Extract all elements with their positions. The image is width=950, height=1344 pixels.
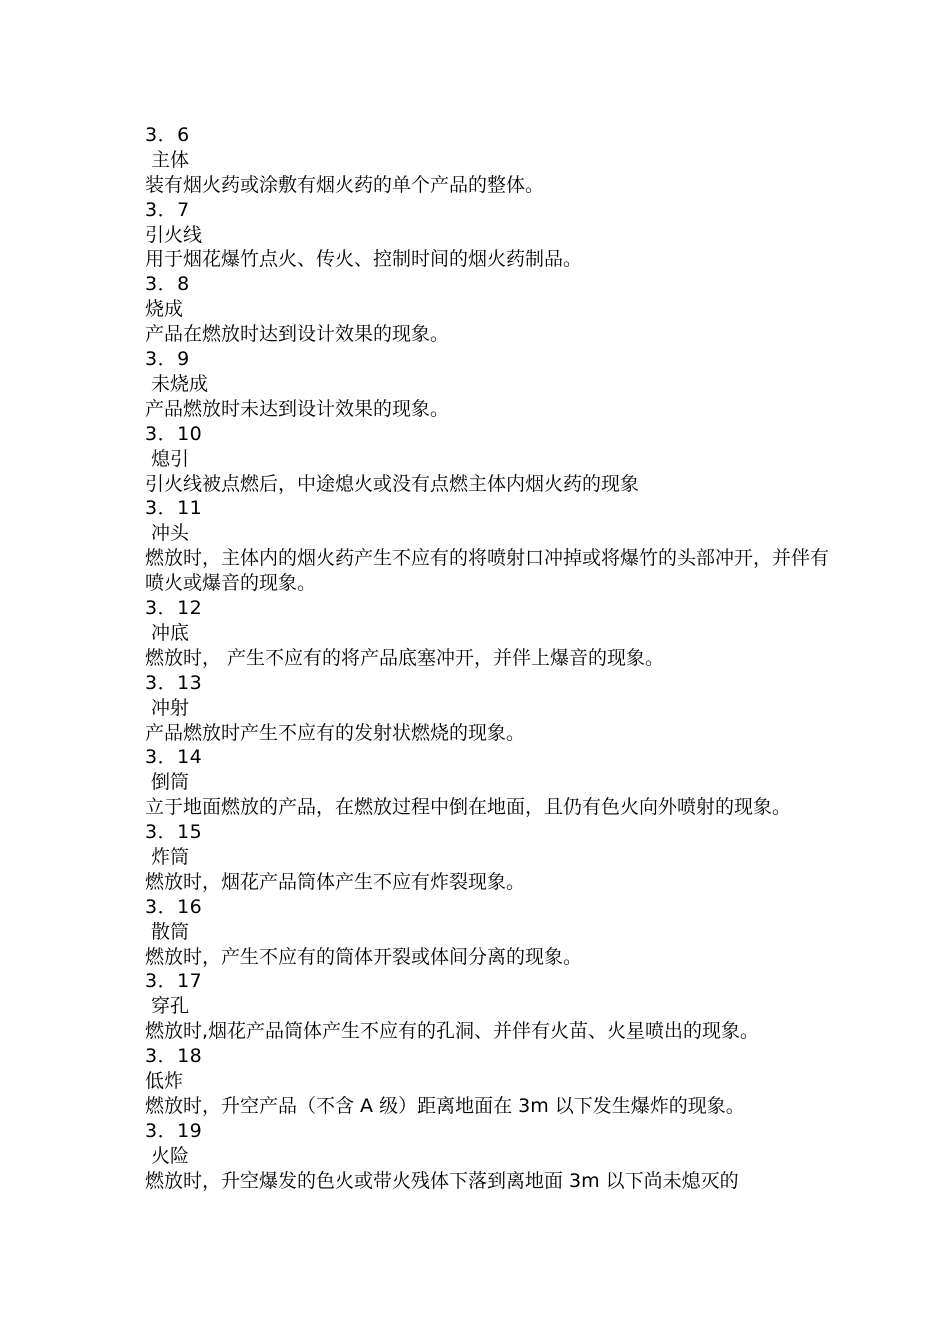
term-3-19	[145, 1119, 835, 1194]
term-name: 主体	[151, 148, 190, 171]
term-3-18	[145, 1044, 835, 1119]
term-name: 倒筒	[151, 771, 190, 794]
term-3-12	[145, 596, 835, 671]
term-name: 炸筒	[151, 845, 190, 868]
term-3-7	[145, 198, 835, 273]
term-name: 烧成	[145, 298, 184, 321]
term-name: 引火线	[145, 223, 203, 246]
term-number: 3．13	[145, 671, 203, 694]
document-body	[145, 123, 835, 1194]
term-number: 3．10	[145, 422, 203, 445]
term-name: 未烧成	[151, 372, 209, 395]
term-3-16	[145, 895, 835, 970]
term-3-10	[145, 422, 835, 497]
term-number: 3．14	[145, 746, 203, 769]
term-name: 穿孔	[151, 995, 190, 1018]
term-3-9	[145, 347, 835, 422]
term-definition: 燃放时，升空爆发的色火或带火残体下落到离地面 3m 以下尚未熄灭的	[145, 1169, 739, 1192]
term-name: 散筒	[151, 920, 190, 943]
term-definition: 燃放时，主体内的烟火药产生不应有的将喷射口冲掉或将爆竹的头部冲开，并伴有喷火或爆音的现象。	[145, 547, 830, 595]
term-definition: 燃放时，烟花产品筒体产生不应有炸裂现象。	[145, 870, 526, 893]
term-definition: 燃放时,烟花产品筒体产生不应有的孔洞、并伴有火苗、火星喷出的现象。	[145, 1020, 760, 1043]
term-number: 3．11	[145, 497, 203, 520]
term-definition: 产品燃放时产生不应有的发射状燃烧的现象。	[145, 721, 526, 744]
term-definition: 燃放时，升空产品（不含 A 级）距离地面在 3m 以下发生爆炸的现象。	[145, 1094, 745, 1117]
term-name: 火险	[151, 1144, 190, 1167]
term-3-17	[145, 969, 835, 1044]
term-number: 3．12	[145, 597, 203, 620]
term-definition: 引火线被点燃后，中途熄火或没有点燃主体内烟火药的现象	[145, 472, 640, 495]
term-3-15	[145, 820, 835, 895]
term-3-14	[145, 745, 835, 820]
term-number: 3．7	[145, 198, 190, 221]
term-number: 3．19	[145, 1119, 203, 1142]
term-3-8	[145, 272, 835, 347]
term-definition: 产品在燃放时达到设计效果的现象。	[145, 323, 450, 346]
term-number: 3．18	[145, 1045, 203, 1068]
term-name: 冲射	[151, 696, 190, 719]
term-name: 冲底	[151, 621, 190, 644]
term-definition: 燃放时，产生不应有的筒体开裂或体间分离的现象。	[145, 945, 583, 968]
term-name: 熄引	[151, 447, 190, 470]
term-name: 低炸	[145, 1070, 184, 1093]
term-definition: 产品燃放时未达到设计效果的现象。	[145, 397, 450, 420]
term-number: 3．8	[145, 273, 190, 296]
term-number: 3．6	[145, 124, 190, 146]
term-3-13	[145, 671, 835, 746]
term-definition: 立于地面燃放的产品，在燃放过程中倒在地面，且仍有色火向外喷射的现象。	[145, 796, 792, 819]
term-name: 冲头	[151, 522, 190, 545]
term-number: 3．9	[145, 348, 190, 371]
term-3-6	[145, 123, 835, 198]
term-number: 3．17	[145, 970, 203, 993]
term-definition: 装有烟火药或涂敷有烟火药的单个产品的整体。	[145, 173, 545, 196]
term-number: 3．15	[145, 821, 203, 844]
term-definition: 燃放时， 产生不应有的将产品底塞冲开，并伴上爆音的现象。	[145, 646, 665, 669]
term-definition: 用于烟花爆竹点火、传火、控制时间的烟火药制品。	[145, 248, 583, 271]
term-number: 3．16	[145, 895, 203, 918]
term-3-11	[145, 496, 835, 596]
